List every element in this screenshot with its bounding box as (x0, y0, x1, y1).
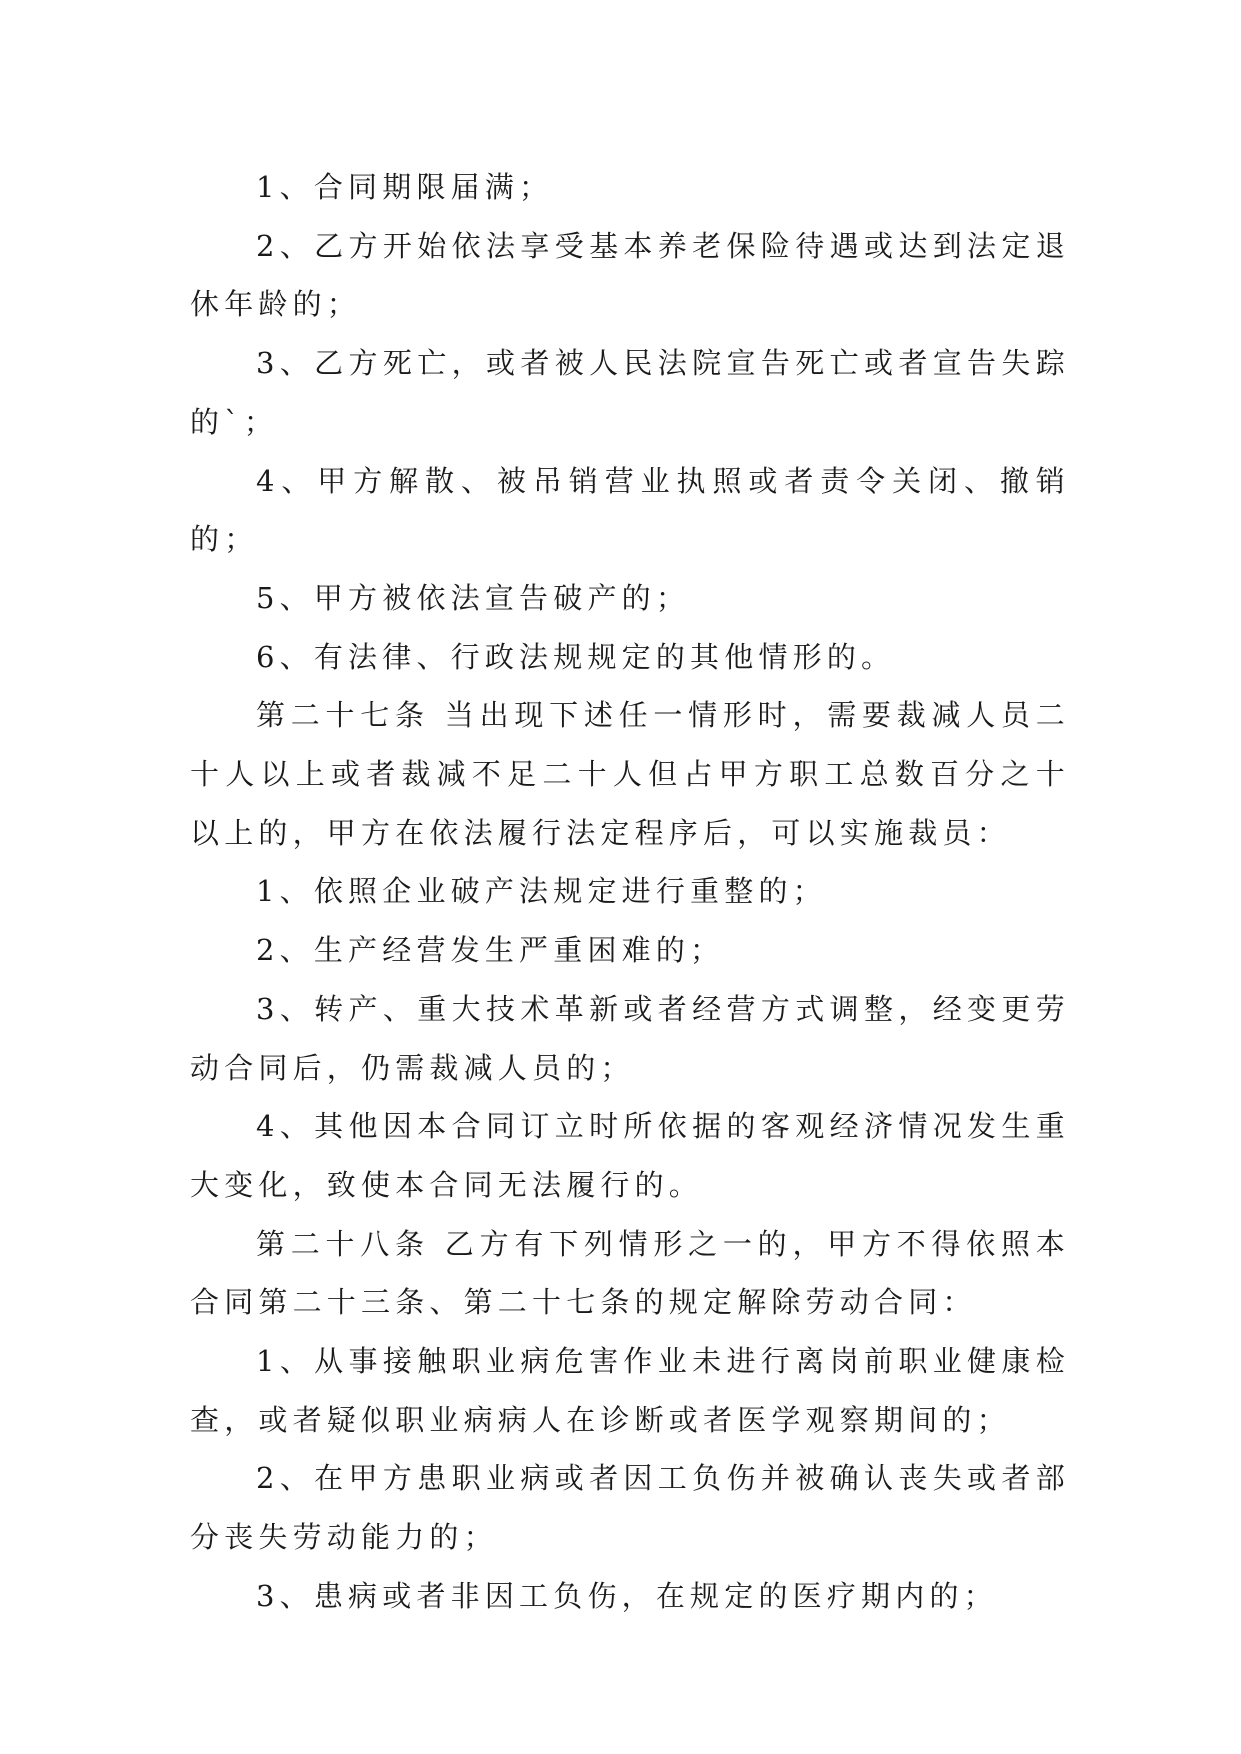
paragraph-item-2: 2、乙方开始依法享受基本养老保险待遇或达到法定退休年龄的； (190, 228, 1070, 322)
article-28-item-3: 3、患病或者非因工负伤，在规定的医疗期内的； (256, 1578, 998, 1613)
article-27-item-2: 2、生产经营发生严重困难的； (256, 933, 725, 968)
article-27-paragraph: 第二十七条 当出现下述任一情形时，需要裁减人员二十人以上或者裁减不足二十人但占甲方职工总数百分之十以上的，甲方在依法履行法定程序后，可以实施裁员： (190, 698, 1070, 850)
article-28-paragraph: 第二十八条 乙方有下列情形之一的，甲方不得依照本合同第二十三条、第二十七条的规定解除劳动合同： (190, 1226, 1070, 1320)
article-27-item-4: 4、其他因本合同订立时所依据的客观经济情况发生重大变化，致使本合同无法履行的。 (190, 1109, 1070, 1202)
paragraph-item-1: 1、合同期限届满； (256, 170, 554, 204)
article-28-item-2: 2、在甲方患职业病或者因工负伤并被确认丧失或者部分丧失劳动能力的； (190, 1461, 1070, 1555)
paragraph-item-6: 6、有法律、行政法规规定的其他情形的。 (256, 639, 896, 674)
article-27-item-3: 3、转产、重大技术革新或者经营方式调整，经变更劳动合同后，仍需裁减人员的； (190, 991, 1070, 1085)
article-28-item-1: 1、从事接触职业病危害作业未进行离岗前职业健康检查，或者疑似职业病病人在诊断或者医学观察期间的； (190, 1344, 1070, 1437)
paragraph-item-3: 3、乙方死亡，或者被人民法院宣告死亡或者宣告失踪的`； (190, 346, 1070, 439)
document-body (190, 158, 1070, 1626)
article-27-item-1: 1、依照企业破产法规定进行重整的； (256, 874, 827, 909)
paragraph-item-5: 5、甲方被依法宣告破产的； (256, 580, 691, 615)
paragraph-item-4: 4、甲方解散、被吊销营业执照或者责令关闭、撤销的； (190, 463, 1070, 557)
